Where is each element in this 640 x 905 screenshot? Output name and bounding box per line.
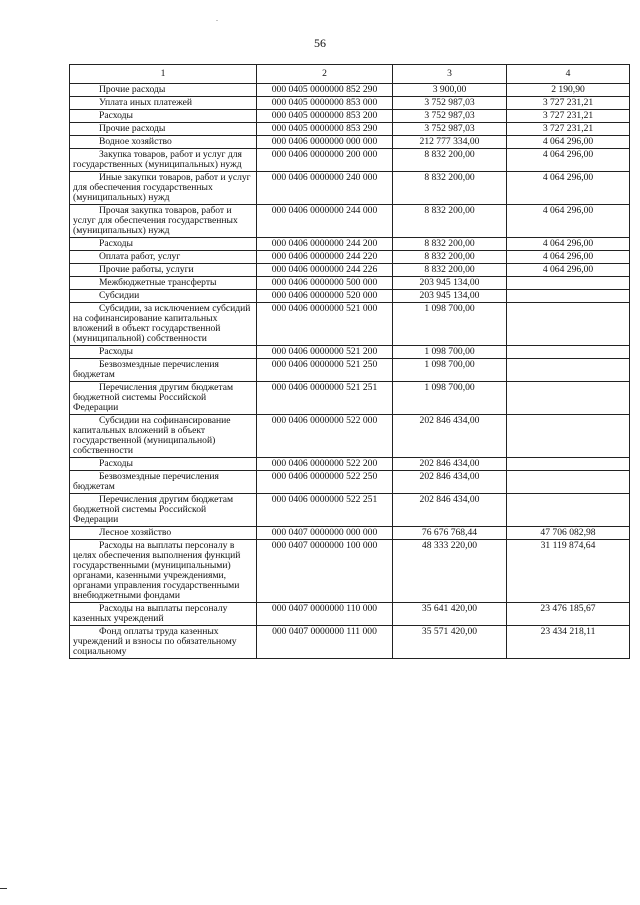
column-header: 3: [393, 65, 507, 84]
row-code-cell: 000 0406 0000000 200 000: [257, 149, 393, 172]
page-number: 56: [314, 36, 326, 50]
row-name-text: Расходы на выплаты персоналу казенных учреждений: [73, 603, 228, 624]
row-code-cell: 000 0406 0000000 520 000: [257, 290, 393, 303]
table-row: [70, 303, 630, 346]
row-value-col3-cell: 202 846 434,00: [393, 458, 507, 471]
table-row: [70, 172, 630, 205]
row-code-cell: 000 0406 0000000 500 000: [257, 277, 393, 290]
row-name-text: Прочая закупка товаров, работ и услуг для обеспечения государственных (муниципальных) нужд: [73, 205, 238, 236]
row-value-col4-cell: [507, 382, 630, 415]
row-name-cell: [70, 303, 257, 346]
row-name-text: Прочие расходы: [99, 123, 166, 134]
row-name-text: Закупка товаров, работ и услуг для государственных (муниципальных) нужд: [73, 149, 242, 170]
table-row: [70, 136, 630, 149]
row-value-col4-cell: [507, 415, 630, 458]
row-name-text: Перечисления другим бюджетам бюджетной системы Российской Федерации: [73, 494, 234, 525]
row-code-cell: 000 0406 0000000 521 200: [257, 346, 393, 359]
row-value-col3-cell: 8 832 200,00: [393, 149, 507, 172]
row-value-col4-cell: [507, 359, 630, 382]
row-name-text: Оплата работ, услуг: [99, 251, 181, 262]
row-value-col4-cell: 23 476 185,67: [507, 603, 630, 626]
row-code-cell: 000 0406 0000000 522 251: [257, 494, 393, 527]
row-value-col3-cell: 1 098 700,00: [393, 359, 507, 382]
table-row: [70, 540, 630, 603]
row-value-col4-cell: 4 064 296,00: [507, 172, 630, 205]
row-code-cell: 000 0406 0000000 521 000: [257, 303, 393, 346]
row-value-col4-cell: [507, 290, 630, 303]
row-value-col4-cell: 3 727 231,21: [507, 97, 630, 110]
row-name-cell: [70, 527, 257, 540]
row-name-text: Прочие расходы: [99, 84, 166, 95]
row-name-cell: [70, 471, 257, 494]
table-row: [70, 97, 630, 110]
row-value-col4-cell: [507, 303, 630, 346]
row-name-cell: [70, 84, 257, 97]
row-value-col4-cell: 4 064 296,00: [507, 251, 630, 264]
row-value-col4-cell: 3 727 231,21: [507, 123, 630, 136]
row-value-col4-cell: 4 064 296,00: [507, 264, 630, 277]
row-value-col3-cell: 8 832 200,00: [393, 205, 507, 238]
row-code-cell: 000 0407 0000000 111 000: [257, 626, 393, 659]
row-code-cell: 000 0406 0000000 244 200: [257, 238, 393, 251]
row-name-cell: [70, 149, 257, 172]
row-value-col3-cell: 8 832 200,00: [393, 264, 507, 277]
row-value-col3-cell: 3 900,00: [393, 84, 507, 97]
row-name-cell: [70, 205, 257, 238]
row-value-col3-cell: 203 945 134,00: [393, 277, 507, 290]
row-code-cell: 000 0405 0000000 852 290: [257, 84, 393, 97]
table-row: [70, 84, 630, 97]
column-header: 2: [257, 65, 393, 84]
row-name-cell: [70, 251, 257, 264]
row-code-cell: 000 0406 0000000 521 251: [257, 382, 393, 415]
table-row: [70, 494, 630, 527]
scan-edge-mark: [0, 888, 7, 889]
row-name-cell: [70, 494, 257, 527]
row-name-text: Фонд оплаты труда казенных учреждений и взносы по обязательному социальному: [73, 626, 237, 657]
row-name-cell: [70, 97, 257, 110]
row-name-text: Расходы: [99, 238, 134, 249]
row-value-col4-cell: [507, 494, 630, 527]
table-row: [70, 346, 630, 359]
row-name-text: Межбюджетные трансферты: [99, 277, 217, 288]
row-value-col3-cell: 202 846 434,00: [393, 494, 507, 527]
table-row: [70, 251, 630, 264]
table-row: [70, 626, 630, 659]
row-value-col3-cell: 8 832 200,00: [393, 238, 507, 251]
row-value-col4-cell: 4 064 296,00: [507, 205, 630, 238]
row-value-col3-cell: 212 777 334,00: [393, 136, 507, 149]
table-row: [70, 527, 630, 540]
row-name-text: Безвозмездные перечисления бюджетам: [73, 471, 219, 492]
scan-tick-mark: .: [216, 14, 218, 23]
row-value-col3-cell: 3 752 987,03: [393, 123, 507, 136]
row-name-cell: [70, 346, 257, 359]
row-name-cell: [70, 415, 257, 458]
row-name-cell: [70, 603, 257, 626]
row-code-cell: 000 0406 0000000 244 226: [257, 264, 393, 277]
table-header-row: [70, 65, 630, 84]
budget-table: [69, 64, 630, 659]
row-name-text: Субсидии на софинансирование капитальных вложений в объект государственной (муниципальной) собственности: [73, 415, 231, 456]
row-code-cell: 000 0406 0000000 240 000: [257, 172, 393, 205]
table-body: [70, 84, 630, 659]
row-value-col3-cell: 203 945 134,00: [393, 290, 507, 303]
row-name-cell: [70, 110, 257, 123]
row-value-col3-cell: 1 098 700,00: [393, 382, 507, 415]
table-row: [70, 123, 630, 136]
table-row: [70, 205, 630, 238]
row-code-cell: 000 0405 0000000 853 290: [257, 123, 393, 136]
row-name-text: Расходы на выплаты персоналу в целях обеспечения выполнения функций государственными (муниципальными) органами, казенными учреждениями, органами управления государственными внебюджетными фондами: [73, 540, 241, 601]
table-row: [70, 110, 630, 123]
row-name-text: Расходы: [99, 458, 134, 469]
row-name-cell: [70, 626, 257, 659]
row-name-cell: [70, 540, 257, 603]
row-value-col3-cell: 202 846 434,00: [393, 415, 507, 458]
row-name-cell: [70, 382, 257, 415]
row-name-text: Субсидии: [99, 290, 140, 301]
row-name-cell: [70, 290, 257, 303]
column-header: 1: [70, 65, 257, 84]
row-code-cell: 000 0405 0000000 853 000: [257, 97, 393, 110]
row-code-cell: 000 0406 0000000 244 220: [257, 251, 393, 264]
row-value-col4-cell: [507, 458, 630, 471]
row-name-cell: [70, 172, 257, 205]
row-name-cell: [70, 277, 257, 290]
row-value-col4-cell: [507, 471, 630, 494]
row-value-col3-cell: 8 832 200,00: [393, 251, 507, 264]
row-value-col3-cell: 48 333 220,00: [393, 540, 507, 603]
table-row: [70, 382, 630, 415]
row-name-cell: [70, 123, 257, 136]
row-code-cell: 000 0406 0000000 244 000: [257, 205, 393, 238]
row-code-cell: 000 0406 0000000 522 250: [257, 471, 393, 494]
table-row: [70, 290, 630, 303]
row-value-col3-cell: 35 571 420,00: [393, 626, 507, 659]
row-value-col3-cell: 35 641 420,00: [393, 603, 507, 626]
row-code-cell: 000 0406 0000000 522 200: [257, 458, 393, 471]
row-code-cell: 000 0406 0000000 521 250: [257, 359, 393, 382]
table-row: [70, 415, 630, 458]
row-value-col4-cell: 3 727 231,21: [507, 110, 630, 123]
row-value-col3-cell: 3 752 987,03: [393, 110, 507, 123]
row-value-col3-cell: 1 098 700,00: [393, 346, 507, 359]
row-value-col3-cell: 8 832 200,00: [393, 172, 507, 205]
row-code-cell: 000 0407 0000000 110 000: [257, 603, 393, 626]
row-value-col4-cell: 2 190,90: [507, 84, 630, 97]
row-value-col3-cell: 202 846 434,00: [393, 471, 507, 494]
row-name-cell: [70, 458, 257, 471]
row-name-text: Уплата иных платежей: [99, 97, 193, 108]
row-name-text: Водное хозяйство: [99, 136, 172, 147]
row-name-text: Лесное хозяйство: [99, 527, 172, 538]
row-value-col3-cell: 76 676 768,44: [393, 527, 507, 540]
row-name-cell: [70, 136, 257, 149]
row-name-text: Иные закупки товаров, работ и услуг для обеспечения государственных (муниципальных) нужд: [73, 172, 251, 203]
table-row: [70, 238, 630, 251]
row-value-col4-cell: [507, 346, 630, 359]
row-name-text: Перечисления другим бюджетам бюджетной системы Российской Федерации: [73, 382, 234, 413]
row-name-cell: [70, 238, 257, 251]
row-code-cell: 000 0406 0000000 522 000: [257, 415, 393, 458]
row-value-col4-cell: 4 064 296,00: [507, 238, 630, 251]
table-row: [70, 471, 630, 494]
row-code-cell: 000 0405 0000000 853 200: [257, 110, 393, 123]
row-value-col3-cell: 1 098 700,00: [393, 303, 507, 346]
table-row: [70, 264, 630, 277]
row-name-cell: [70, 264, 257, 277]
row-name-text: Безвозмездные перечисления бюджетам: [73, 359, 219, 380]
row-value-col4-cell: 47 706 082,98: [507, 527, 630, 540]
row-value-col4-cell: 23 434 218,11: [507, 626, 630, 659]
row-name-text: Субсидии, за исключением субсидий на софинансирование капитальных вложений в объект государственной (муниципальной) собственности: [73, 303, 251, 344]
row-code-cell: 000 0407 0000000 100 000: [257, 540, 393, 603]
table-row: [70, 458, 630, 471]
row-name-cell: [70, 359, 257, 382]
row-code-cell: 000 0407 0000000 000 000: [257, 527, 393, 540]
table-row: [70, 149, 630, 172]
row-code-cell: 000 0406 0000000 000 000: [257, 136, 393, 149]
row-value-col4-cell: 31 119 874,64: [507, 540, 630, 603]
table-row: [70, 359, 630, 382]
row-value-col4-cell: 4 064 296,00: [507, 149, 630, 172]
row-value-col3-cell: 3 752 987,03: [393, 97, 507, 110]
table-row: [70, 603, 630, 626]
column-header: 4: [507, 65, 630, 84]
row-name-text: Расходы: [99, 346, 134, 357]
row-value-col4-cell: [507, 277, 630, 290]
row-name-text: Расходы: [99, 110, 134, 121]
table-row: [70, 277, 630, 290]
row-name-text: Прочие работы, услуги: [99, 264, 194, 275]
row-value-col4-cell: 4 064 296,00: [507, 136, 630, 149]
